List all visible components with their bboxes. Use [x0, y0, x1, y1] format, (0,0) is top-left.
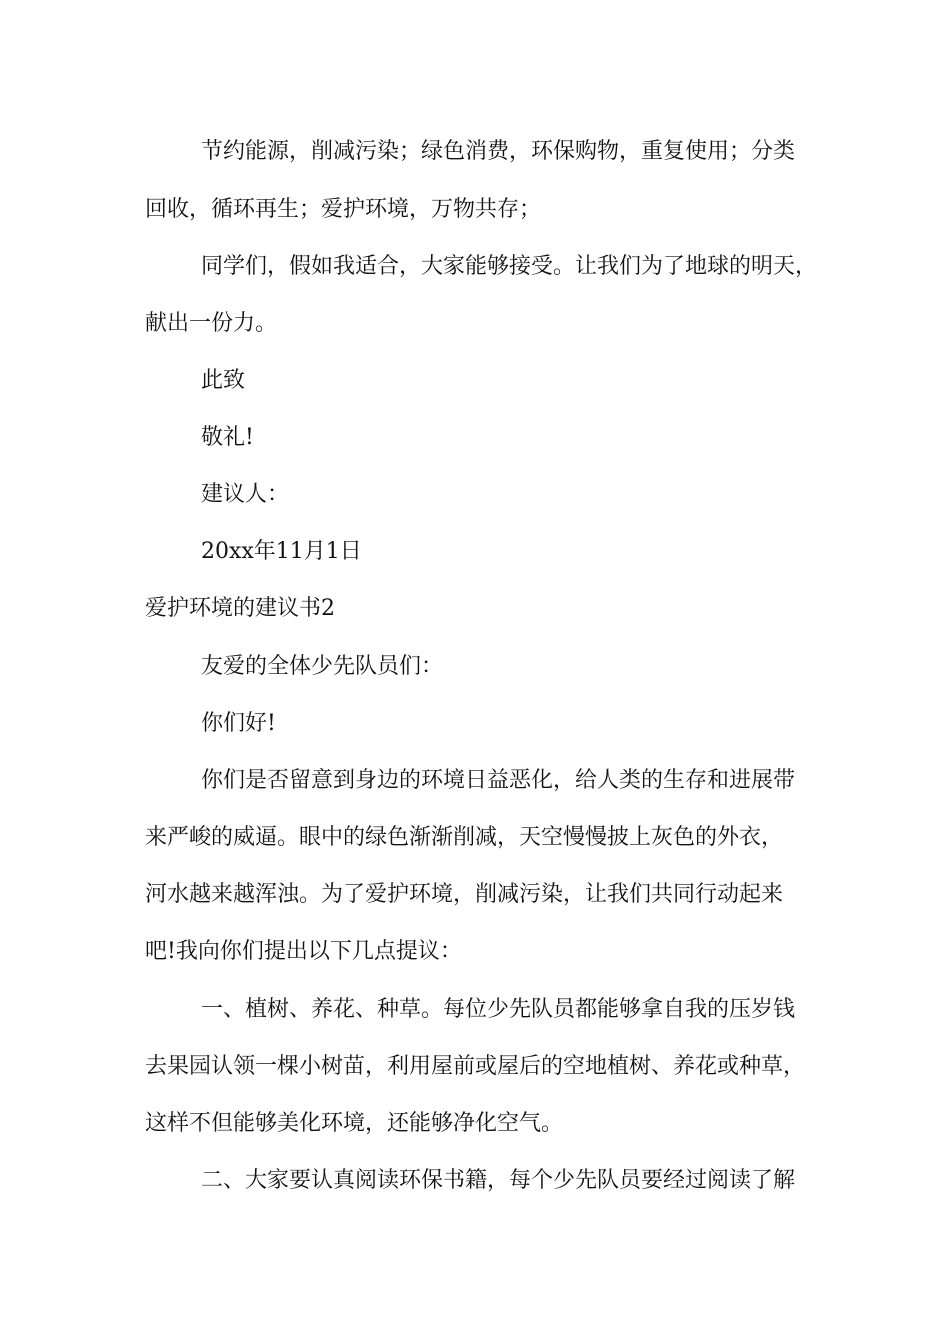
greeting-line: 友爱的全体少先队员们：: [201, 654, 444, 679]
text-line: 一、植树、养花、种草。每位少先队员都能够拿自我的压岁钱: [201, 997, 796, 1022]
text-line: 来严峻的威逼。眼中的绿色渐渐削减，天空慢慢披上灰色的外衣，: [145, 825, 784, 850]
section-title: 爱护环境的建议书2: [145, 596, 335, 621]
text-line: 节约能源，削减污染；绿色消费，环保购物，重复使用；分类: [201, 139, 796, 164]
greeting-line: 你们好!: [201, 711, 276, 736]
text-line: 这样不但能够美化环境，还能够净化空气。: [145, 1111, 564, 1136]
text-line: 去果园认领一棵小树苗，利用屋前或屋后的空地植树、养花或种草，: [145, 1054, 806, 1079]
closing-line: 此致: [201, 368, 246, 393]
text-line: 二、大家要认真阅读环保书籍，每个少先队员要经过阅读了解: [201, 1168, 796, 1193]
text-line: 同学们，假如我适合，大家能够接受。让我们为了地球的明天，: [201, 254, 818, 279]
salutation-line: 敬礼!: [201, 425, 254, 450]
date-line: 20xx年11月1日: [201, 539, 362, 564]
text-line: 回收，循环再生；爱护环境，万物共存；: [145, 197, 542, 222]
text-line: 吧!我向你们提出以下几点提议：: [145, 939, 462, 964]
text-line: 河水越来越浑浊。为了爱护环境，削减污染，让我们共同行动起来: [145, 882, 784, 907]
text-line: 你们是否留意到身边的环境日益恶化，给人类的生存和进展带: [201, 768, 796, 793]
text-line: 献出一份力。: [145, 311, 278, 336]
signature-line: 建议人：: [201, 482, 290, 507]
